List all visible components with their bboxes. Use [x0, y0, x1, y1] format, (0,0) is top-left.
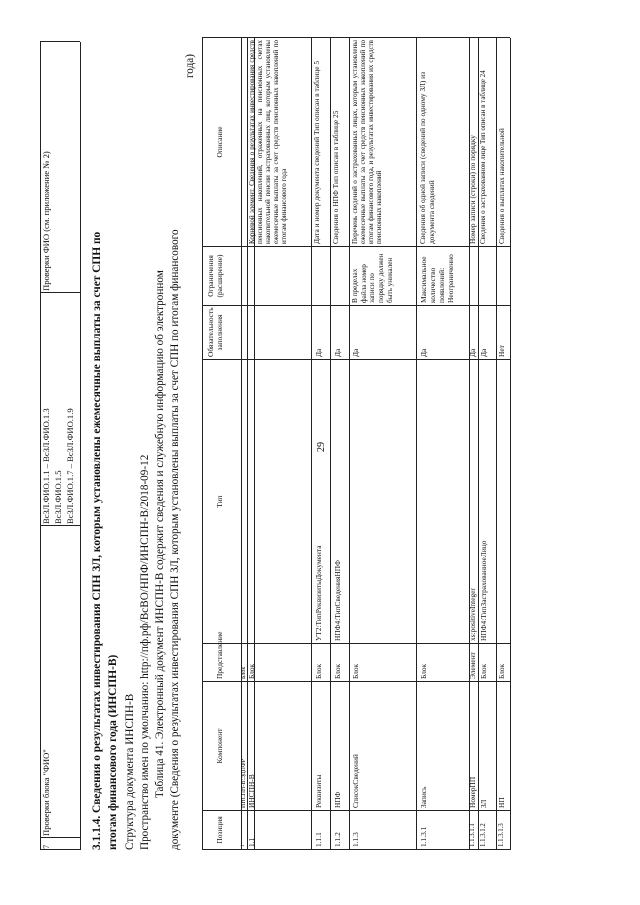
table-row-7-representation: Элемент — [468, 652, 477, 679]
table-row-5-limits: В пределах файла номер записи по порядку должен быть уникален — [351, 253, 394, 303]
table-row-3-required: Да — [314, 348, 323, 357]
checks-block-name: Проверки блока "ФИО" — [41, 749, 51, 836]
table-row-4-type: НПФ4:ТипСведенияНПФ — [333, 560, 342, 641]
table-row-6-required: Да — [419, 348, 428, 357]
table-row-5-description: Перечень сведений о застрахованных лицах, которым установлены ежемесячные выплаты за счет средств пенсионных накоплений по итогам финансового года, и результатах инвестирования их средств пенсионных накоплений — [351, 40, 384, 244]
table-row-5-position: 1.1.3 — [351, 832, 360, 847]
structure-label: Структура документа ИНСПН-В — [124, 693, 136, 850]
table-row-8-description: Сведения о застрахованном лице Тип описан в таблице 24 — [479, 70, 487, 244]
checks-code-3: ВсЗЛ.ФИО.1.7 – ВсЗЛ.ФИО.1.9 — [65, 408, 75, 524]
table-caption-end: года) — [184, 54, 196, 78]
table-row-8-representation: Блок — [479, 663, 488, 679]
checks-code-1: ВсЗЛ.ФИО.1.1 – ВсЗЛ.ФИО.1.3 — [41, 408, 51, 524]
col-header-limits: Ограничения (расширение) — [206, 254, 224, 298]
table-row-4-position: 1.1.2 — [333, 832, 342, 847]
section-title-cont: итогам финансового года (ИНСПН-В) — [107, 654, 119, 850]
table-row-4-description: Сведения о НПФ Тип описан в таблице 25 — [331, 110, 340, 244]
table-row-7-position: 1.1.3.1.1 — [469, 823, 476, 847]
table-row-9-representation: Блок — [497, 663, 506, 679]
table-caption-cont: документе (Сведения о результатах инвестирования СПН ЗЛ, которым установлены выплаты за счет СПН по итогам финансового — [169, 229, 181, 850]
table-row-8-component: ЗЛ — [479, 799, 488, 808]
table-row-2-position: 1.1 — [247, 837, 256, 847]
table-row-8-type: НПФ4:ТипЗастрахованноеЛицо — [479, 540, 488, 641]
table-row-5-required: Да — [351, 348, 360, 357]
table-row-3-component: Реквизиты — [314, 774, 323, 808]
table-row-3-representation: Блок — [314, 663, 323, 679]
table-row-4-required: Да — [333, 348, 342, 357]
table-row-1-position: 1 — [241, 844, 246, 847]
table-row-1-representation: Блок — [241, 666, 247, 679]
table-row-9-component: НП — [497, 797, 506, 808]
namespace-text: Пространство имен по умолчанию: http://пф.рф/ВсВО/НПФ/ИНСПН-В/2018-09-12 — [139, 454, 151, 850]
table-row-1-component: ИНСПН-В:ЭДПФР — [241, 759, 247, 808]
table-row-8-position: 1.1.3.1.2 — [480, 823, 487, 847]
table-row-3-position: 1.1.1 — [314, 832, 323, 847]
table-row-4-representation: Блок — [333, 663, 342, 679]
table-row-6-description: Сведения об одной записи (сведений по одному ЗЛ) из документа сведений — [418, 71, 436, 244]
rotated-page — [40, 32, 600, 868]
col-header-component: Компонент — [215, 728, 224, 764]
table-row-6-position: 1.1.3.1 — [419, 826, 428, 847]
checks-row-number: 7 — [41, 844, 51, 849]
col-header-position: Позиция — [215, 816, 224, 844]
table-row-6-limits: Максимальное количество появлений: Неограниченно — [419, 254, 455, 303]
table-caption: Таблица 41. Электронный документ ИНСПН-В содержит сведения и служебную информацию об электронном — [154, 270, 166, 798]
table-row-9-position: 1.1.3.1.3 — [498, 823, 505, 847]
checks-code-2: ВсЗЛ.ФИО.1.5 — [53, 470, 63, 524]
table-row-5-representation: Блок — [351, 663, 360, 679]
col-header-required: Обязательность заполнения — [206, 307, 224, 357]
table-row-2-description: Корневой элемент. Сведения о результатах инвестирования средств пенсионных накоплений, отраженных на пенсионных счетах накопительной пенсии застрахованных лиц, которым установлены ежемесячные выплаты за счет средств пенсионных накоплений по итогам финансового года — [248, 40, 289, 244]
col-header-type: Тип — [215, 495, 224, 508]
table-row-9-description: Сведения о выплатах накопительной — [497, 128, 506, 244]
checks-description: Проверки ФИО (см. приложение № 2) — [41, 151, 51, 291]
table-row-7-component: НомерПП — [468, 776, 477, 808]
table-row-6-component: Запись — [419, 786, 428, 808]
page-number: 29 — [316, 442, 327, 452]
table-row-2-representation: Блок — [247, 663, 256, 679]
table-row-6-representation: Блок — [419, 663, 428, 679]
col-header-representation: Представление — [215, 631, 224, 679]
table-row-7-description: Номер записи (строки) по порядку — [468, 135, 477, 244]
table-row-7-type: xs:positiveInteger — [468, 588, 477, 641]
table-row-3-description: Дата и номер документа сведений Тип описан в таблице 5 — [312, 60, 321, 244]
table-row-8-required: Да — [479, 348, 488, 357]
col-header-description: Описание — [215, 126, 224, 158]
table-row-7-required: Да — [468, 348, 477, 357]
table-row-4-component: НПФ — [333, 791, 342, 808]
table-row-5-component: СписокСведений — [351, 754, 360, 808]
table-row-3-type: УТ2:ТипРеквизитыДокумента — [314, 545, 323, 641]
table-row-2-component: ИНСПН-В — [247, 774, 256, 808]
section-title: 3.1.1.4. Сведения о результатах инвестирования СПН ЗЛ, которым установлены ежемесячные выплаты за счет СПН по — [91, 231, 103, 850]
table-row-9-required: Нет — [497, 345, 506, 357]
